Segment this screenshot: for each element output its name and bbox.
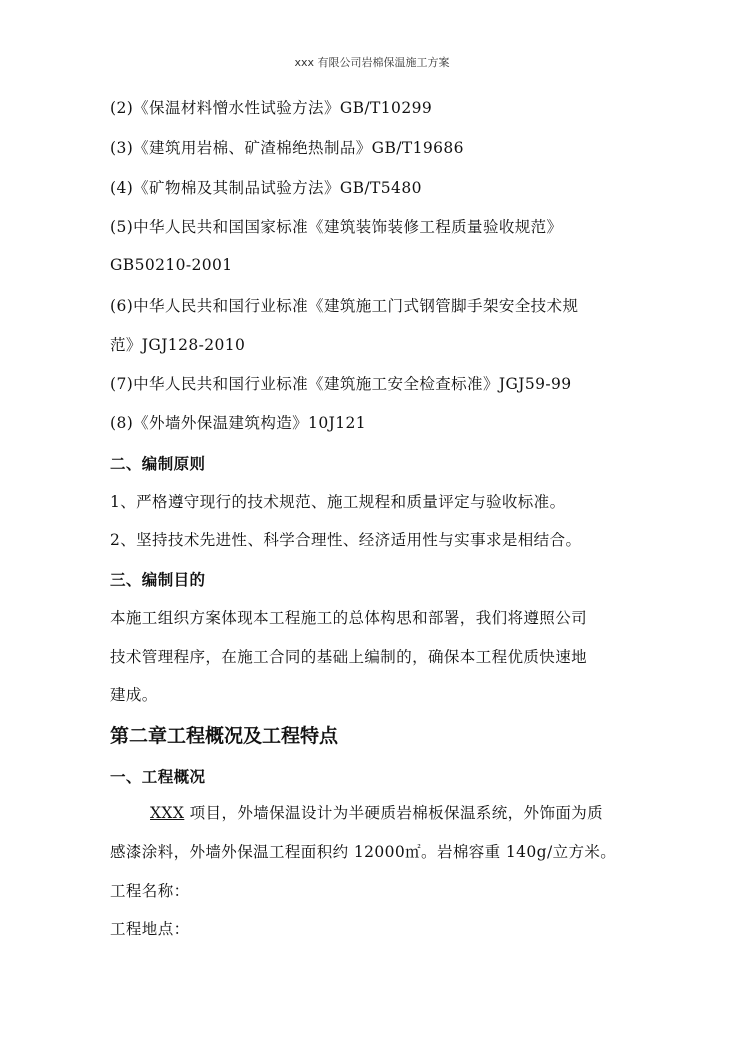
- chapter-title: 第二章工程概况及工程特点: [110, 725, 339, 747]
- section-heading-principles: 二、编制原则: [110, 455, 206, 473]
- overview-paragraph-line1: XXX 项目，外墙保温设计为半硬质岩棉板保温系统，外饰面为质: [150, 804, 604, 822]
- section-heading-purpose: 三、编制目的: [110, 571, 206, 589]
- reference-item: (3)《建筑用岩棉、矿渣棉绝热制品》GB/T19686: [110, 139, 464, 157]
- project-location-label: 工程地点：: [110, 920, 190, 938]
- reference-item: (4)《矿物棉及其制品试验方法》GB/T5480: [110, 179, 422, 197]
- reference-item: (8)《外墙外保温建筑构造》10J121: [110, 414, 366, 432]
- principle-item: 1、严格遵守现行的技术规范、施工规程和质量评定与验收标准。: [110, 493, 566, 511]
- overview-paragraph-line2: 感漆涂料，外墙外保温工程面积约 12000㎡。岩棉容重 140g/立方米。: [110, 843, 617, 861]
- principle-item: 2、坚持技术先进性、科学合理性、经济适用性与实事求是相结合。: [110, 531, 582, 549]
- reference-item-cont: GB50210-2001: [110, 256, 233, 274]
- reference-item-cont: 范》JGJ128-2010: [110, 336, 246, 354]
- page-header: xxx 有限公司岩棉保温施工方案: [294, 56, 450, 69]
- reference-item: (7)中华人民共和国行业标准《建筑施工安全检查标准》JGJ59-99: [110, 375, 572, 393]
- project-name-label: 工程名称：: [110, 882, 190, 900]
- subsection-heading-overview: 一、工程概况: [110, 768, 206, 786]
- reference-item: (2)《保温材料憎水性试验方法》GB/T10299: [110, 99, 433, 117]
- purpose-line: 本施工组织方案体现本工程施工的总体构思和部署，我们将遵照公司: [110, 609, 588, 627]
- purpose-line: 技术管理程序，在施工合同的基础上编制的，确保本工程优质快速地: [110, 648, 588, 666]
- project-name-placeholder: XXX: [150, 804, 185, 822]
- reference-item: (5)中华人民共和国国家标准《建筑装饰装修工程质量验收规范》: [110, 218, 563, 236]
- purpose-line: 建成。: [110, 686, 158, 704]
- reference-item: (6)中华人民共和国行业标准《建筑施工门式钢管脚手架安全技术规: [110, 297, 579, 315]
